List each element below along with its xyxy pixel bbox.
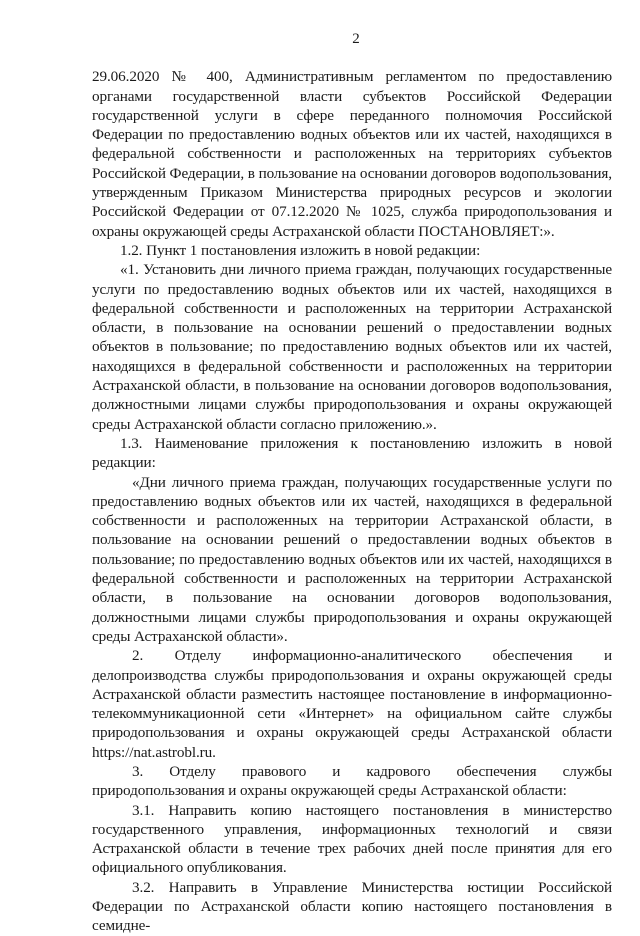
paragraph-3-2: 3.2. Направить в Управление Министерства юстиции Российской Федерации по Астраханской области копию настоящего постановления в семидне-: [92, 878, 612, 935]
paragraph-1-3: 1.3. Наименование приложения к постановлению изложить в новой редакции:: [92, 434, 612, 472]
paragraph-1-3-text: «Дни личного приема граждан, получающих государственные услуги по предоставлению водных объектов или их частей, находящихся в федеральной собственности и расположенных на территории Астраханской области, в пользование на основании решений о предоставлении водных объектов в пользование; по предоставлению водных объектов или их частей, находящихся в федеральной собственности и расположенных на территории Астраханской области, в пользование на основании договоров водопользования, должностными лицами службы природопользования и охраны окружающей среды Астраханской области».: [92, 473, 612, 645]
paragraph-2: 2. Отделу информационно-аналитического обеспечения и делопроизводства службы природопользования и охраны окружающей среды Астраханской области разместить настоящее постановление в информационно-телекоммуникационной сети «Интернет» на официальном сайте службы природопользования и охраны окружающей среды Астраханской области https://nat.astrobl.ru.: [92, 647, 612, 761]
paragraph-3: 3. Отделу правового и кадрового обеспечения службы природопользования и охраны окружающей среды Астраханской области:: [92, 762, 612, 800]
paragraph-1-2: 1.2. Пункт 1 постановления изложить в новой редакции:: [120, 241, 481, 259]
paragraph-preamble-continuation: 29.06.2020 № 400, Административным регламентом по предоставлению органами государственной власти субъектов Российской Федерации государственной услуги в сфере переданного полномочия Российской Федерации по предоставлению водных объектов или их частей, находящихся в федеральной собственности и расположенных на территориях субъектов Российской Федерации, в пользование на основании договоров водопользования, утвержденным Приказом Министерства природных ресурсов и экологии Российской Федерации от 07.12.2020 № 1025, служба природопользования и охраны окружающей среды Астраханской области ПОСТАНОВЛЯЕТ:».: [92, 68, 612, 240]
paragraph-3-1: 3.1. Направить копию настоящего постановления в министерство государственного управления, информационных технологий и связи Астраханской области в течение трех рабочих дней после принятия для его официального опубликования.: [92, 801, 612, 877]
paragraph-1-2-text: «1. Установить дни личного приема граждан, получающих государственные услуги по предоставлению водных объектов или их частей, находящихся в федеральной собственности и расположенных на территории Астраханской области, в пользование на основании решений о предоставлении водных объектов в пользование; по предоставлению водных объектов или их частей, находящихся в федеральной собственности и расположенных на территории Астраханской области, в пользование на основании договоров водопользования, должностными лицами службы природопользования и охраны окружающей среды Астраханской области согласно приложению.».: [92, 261, 612, 433]
page-number: 2: [352, 31, 360, 47]
